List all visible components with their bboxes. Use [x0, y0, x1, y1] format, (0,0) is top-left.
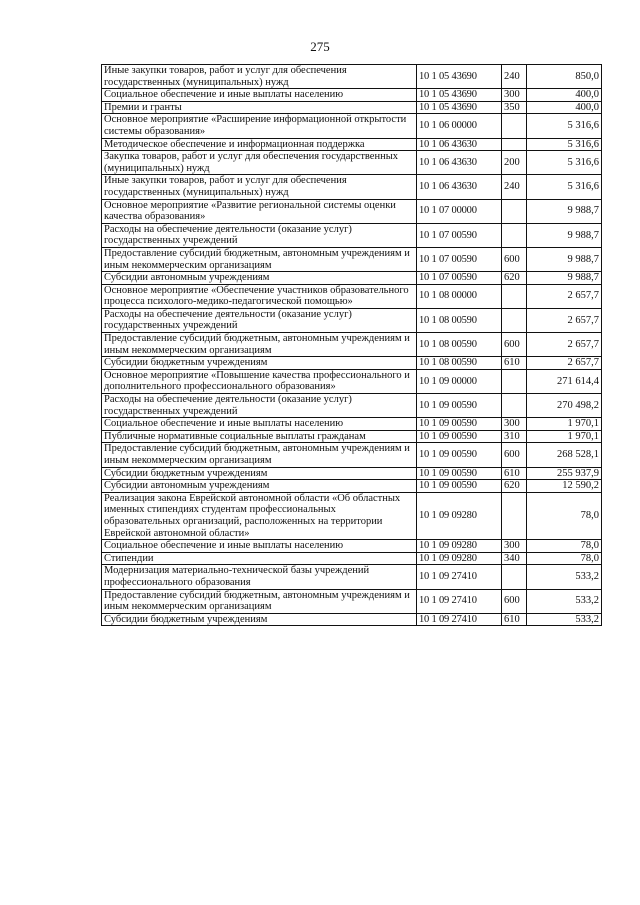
table-row — [102, 151, 602, 175]
table-row — [102, 418, 602, 431]
row-name-cell: Субсидии бюджетным учреждениям — [102, 357, 417, 370]
row-name-cell: Предоставление субсидий бюджетным, автономным учреждениям и иным некоммерческим организациям — [102, 333, 417, 357]
row-kvr-cell: 600 — [502, 247, 527, 271]
row-code-cell: 10 1 09 27410 — [417, 613, 502, 626]
row-sum-cell: 533,2 — [527, 589, 602, 613]
table-row — [102, 369, 602, 393]
row-code-cell: 10 1 05 43690 — [417, 65, 502, 89]
row-kvr-cell: 240 — [502, 65, 527, 89]
row-name-cell: Иные закупки товаров, работ и услуг для обеспечения государственных (муниципальных) нужд — [102, 65, 417, 89]
row-name-cell: Субсидии автономным учреждениям — [102, 272, 417, 285]
row-code-cell: 10 1 09 00590 — [417, 480, 502, 493]
row-sum-cell: 533,2 — [527, 565, 602, 589]
row-sum-cell: 2 657,7 — [527, 333, 602, 357]
table-row — [102, 394, 602, 418]
row-kvr-cell — [502, 223, 527, 247]
table-row — [102, 175, 602, 199]
table-row — [102, 199, 602, 223]
page-number: 275 — [310, 39, 330, 54]
row-code-cell: 10 1 09 00590 — [417, 443, 502, 467]
row-kvr-cell — [502, 565, 527, 589]
table-row — [102, 247, 602, 271]
row-sum-cell: 850,0 — [527, 65, 602, 89]
row-kvr-cell: 240 — [502, 175, 527, 199]
row-kvr-cell: 300 — [502, 540, 527, 553]
row-kvr-cell: 610 — [502, 467, 527, 480]
row-code-cell: 10 1 09 00590 — [417, 418, 502, 431]
row-code-cell: 10 1 06 43630 — [417, 175, 502, 199]
row-sum-cell: 5 316,6 — [527, 114, 602, 138]
table-row — [102, 138, 602, 151]
row-code-cell: 10 1 07 00590 — [417, 272, 502, 285]
row-code-cell: 10 1 08 00590 — [417, 333, 502, 357]
table-row — [102, 65, 602, 89]
row-sum-cell: 255 937,9 — [527, 467, 602, 480]
row-name-cell: Стипендии — [102, 552, 417, 565]
row-name-cell: Премии и гранты — [102, 101, 417, 114]
row-name-cell: Социальное обеспечение и иные выплаты населению — [102, 540, 417, 553]
row-name-cell: Расходы на обеспечение деятельности (оказание услуг) государственных учреждений — [102, 223, 417, 247]
row-kvr-cell: 610 — [502, 357, 527, 370]
row-kvr-cell: 600 — [502, 589, 527, 613]
row-code-cell: 10 1 05 43690 — [417, 89, 502, 102]
row-name-cell: Основное мероприятие «Повышение качества профессионального и дополнительного профессионального образования» — [102, 369, 417, 393]
row-name-cell: Расходы на обеспечение деятельности (оказание услуг) государственных учреждений — [102, 308, 417, 332]
table-row — [102, 613, 602, 626]
row-code-cell: 10 1 09 27410 — [417, 565, 502, 589]
budget-table-body — [102, 65, 602, 626]
row-name-cell: Предоставление субсидий бюджетным, автономным учреждениям и иным некоммерческим организациям — [102, 589, 417, 613]
table-row — [102, 114, 602, 138]
row-sum-cell: 2 657,7 — [527, 357, 602, 370]
row-name-cell: Публичные нормативные социальные выплаты гражданам — [102, 430, 417, 443]
row-code-cell: 10 1 07 00590 — [417, 247, 502, 271]
row-sum-cell: 5 316,6 — [527, 138, 602, 151]
row-name-cell: Методическое обеспечение и информационная поддержка — [102, 138, 417, 151]
row-kvr-cell — [502, 199, 527, 223]
row-kvr-cell: 310 — [502, 430, 527, 443]
row-name-cell: Субсидии бюджетным учреждениям — [102, 613, 417, 626]
table-row — [102, 101, 602, 114]
row-code-cell: 10 1 09 00590 — [417, 430, 502, 443]
row-code-cell: 10 1 09 09280 — [417, 492, 502, 539]
table-row — [102, 430, 602, 443]
row-kvr-cell: 600 — [502, 443, 527, 467]
row-name-cell: Социальное обеспечение и иные выплаты населению — [102, 89, 417, 102]
row-kvr-cell — [502, 114, 527, 138]
row-name-cell: Основное мероприятие «Развитие региональной системы оценки качества образования» — [102, 199, 417, 223]
row-sum-cell: 400,0 — [527, 101, 602, 114]
row-code-cell: 10 1 08 00590 — [417, 357, 502, 370]
row-code-cell: 10 1 06 00000 — [417, 114, 502, 138]
row-kvr-cell: 620 — [502, 480, 527, 493]
row-code-cell: 10 1 07 00590 — [417, 223, 502, 247]
table-row — [102, 284, 602, 308]
row-kvr-cell: 350 — [502, 101, 527, 114]
row-sum-cell: 2 657,7 — [527, 284, 602, 308]
row-name-cell: Основное мероприятие «Расширение информационной открытости системы образования» — [102, 114, 417, 138]
table-row — [102, 443, 602, 467]
row-name-cell: Реализация закона Еврейской автономной области «Об областных именных стипендиях студентам профессиональных образовательных организаций, расположенных на территории Еврейской автономной области» — [102, 492, 417, 539]
row-code-cell: 10 1 09 09280 — [417, 540, 502, 553]
row-sum-cell: 1 970,1 — [527, 418, 602, 431]
row-sum-cell: 9 988,7 — [527, 272, 602, 285]
row-code-cell: 10 1 08 00590 — [417, 308, 502, 332]
row-sum-cell: 78,0 — [527, 540, 602, 553]
row-kvr-cell: 300 — [502, 418, 527, 431]
row-code-cell: 10 1 09 00590 — [417, 394, 502, 418]
table-row — [102, 89, 602, 102]
row-name-cell: Модернизация материально-технической базы учреждений профессионального образования — [102, 565, 417, 589]
row-code-cell: 10 1 05 43690 — [417, 101, 502, 114]
table-row — [102, 333, 602, 357]
table-row — [102, 540, 602, 553]
row-sum-cell: 2 657,7 — [527, 308, 602, 332]
row-sum-cell: 268 528,1 — [527, 443, 602, 467]
row-kvr-cell — [502, 369, 527, 393]
row-sum-cell: 78,0 — [527, 492, 602, 539]
row-kvr-cell: 200 — [502, 151, 527, 175]
row-kvr-cell: 620 — [502, 272, 527, 285]
row-name-cell: Иные закупки товаров, работ и услуг для обеспечения государственных (муниципальных) нужд — [102, 175, 417, 199]
table-row — [102, 552, 602, 565]
row-sum-cell: 1 970,1 — [527, 430, 602, 443]
row-name-cell: Основное мероприятие «Обеспечение участников образовательного процесса психолого-медико-педагогической помощью» — [102, 284, 417, 308]
row-kvr-cell — [502, 284, 527, 308]
row-kvr-cell: 340 — [502, 552, 527, 565]
row-kvr-cell — [502, 394, 527, 418]
row-name-cell: Субсидии автономным учреждениям — [102, 480, 417, 493]
table-row — [102, 480, 602, 493]
row-code-cell: 10 1 06 43630 — [417, 151, 502, 175]
row-sum-cell: 271 614,4 — [527, 369, 602, 393]
row-sum-cell: 9 988,7 — [527, 199, 602, 223]
row-name-cell: Расходы на обеспечение деятельности (оказание услуг) государственных учреждений — [102, 394, 417, 418]
row-kvr-cell — [502, 138, 527, 151]
row-kvr-cell: 610 — [502, 613, 527, 626]
table-row — [102, 223, 602, 247]
row-name-cell: Предоставление субсидий бюджетным, автономным учреждениям и иным некоммерческим организациям — [102, 247, 417, 271]
budget-table — [101, 64, 602, 626]
table-row — [102, 467, 602, 480]
row-sum-cell: 9 988,7 — [527, 247, 602, 271]
row-sum-cell: 270 498,2 — [527, 394, 602, 418]
row-code-cell: 10 1 09 09280 — [417, 552, 502, 565]
row-code-cell: 10 1 09 27410 — [417, 589, 502, 613]
row-sum-cell: 9 988,7 — [527, 223, 602, 247]
row-name-cell: Предоставление субсидий бюджетным, автономным учреждениям и иным некоммерческим организациям — [102, 443, 417, 467]
row-kvr-cell — [502, 308, 527, 332]
row-sum-cell: 5 316,6 — [527, 151, 602, 175]
row-code-cell: 10 1 09 00000 — [417, 369, 502, 393]
row-sum-cell: 12 590,2 — [527, 480, 602, 493]
row-name-cell: Социальное обеспечение и иные выплаты населению — [102, 418, 417, 431]
row-sum-cell: 533,2 — [527, 613, 602, 626]
row-sum-cell: 78,0 — [527, 552, 602, 565]
table-row — [102, 589, 602, 613]
table-row — [102, 272, 602, 285]
row-kvr-cell: 300 — [502, 89, 527, 102]
row-sum-cell: 400,0 — [527, 89, 602, 102]
table-row — [102, 492, 602, 539]
table-row — [102, 357, 602, 370]
row-kvr-cell — [502, 492, 527, 539]
row-kvr-cell: 600 — [502, 333, 527, 357]
row-code-cell: 10 1 07 00000 — [417, 199, 502, 223]
table-row — [102, 565, 602, 589]
row-code-cell: 10 1 09 00590 — [417, 467, 502, 480]
table-row — [102, 308, 602, 332]
row-code-cell: 10 1 08 00000 — [417, 284, 502, 308]
row-name-cell: Субсидии бюджетным учреждениям — [102, 467, 417, 480]
row-code-cell: 10 1 06 43630 — [417, 138, 502, 151]
row-sum-cell: 5 316,6 — [527, 175, 602, 199]
row-name-cell: Закупка товаров, работ и услуг для обеспечения государственных (муниципальных) нужд — [102, 151, 417, 175]
